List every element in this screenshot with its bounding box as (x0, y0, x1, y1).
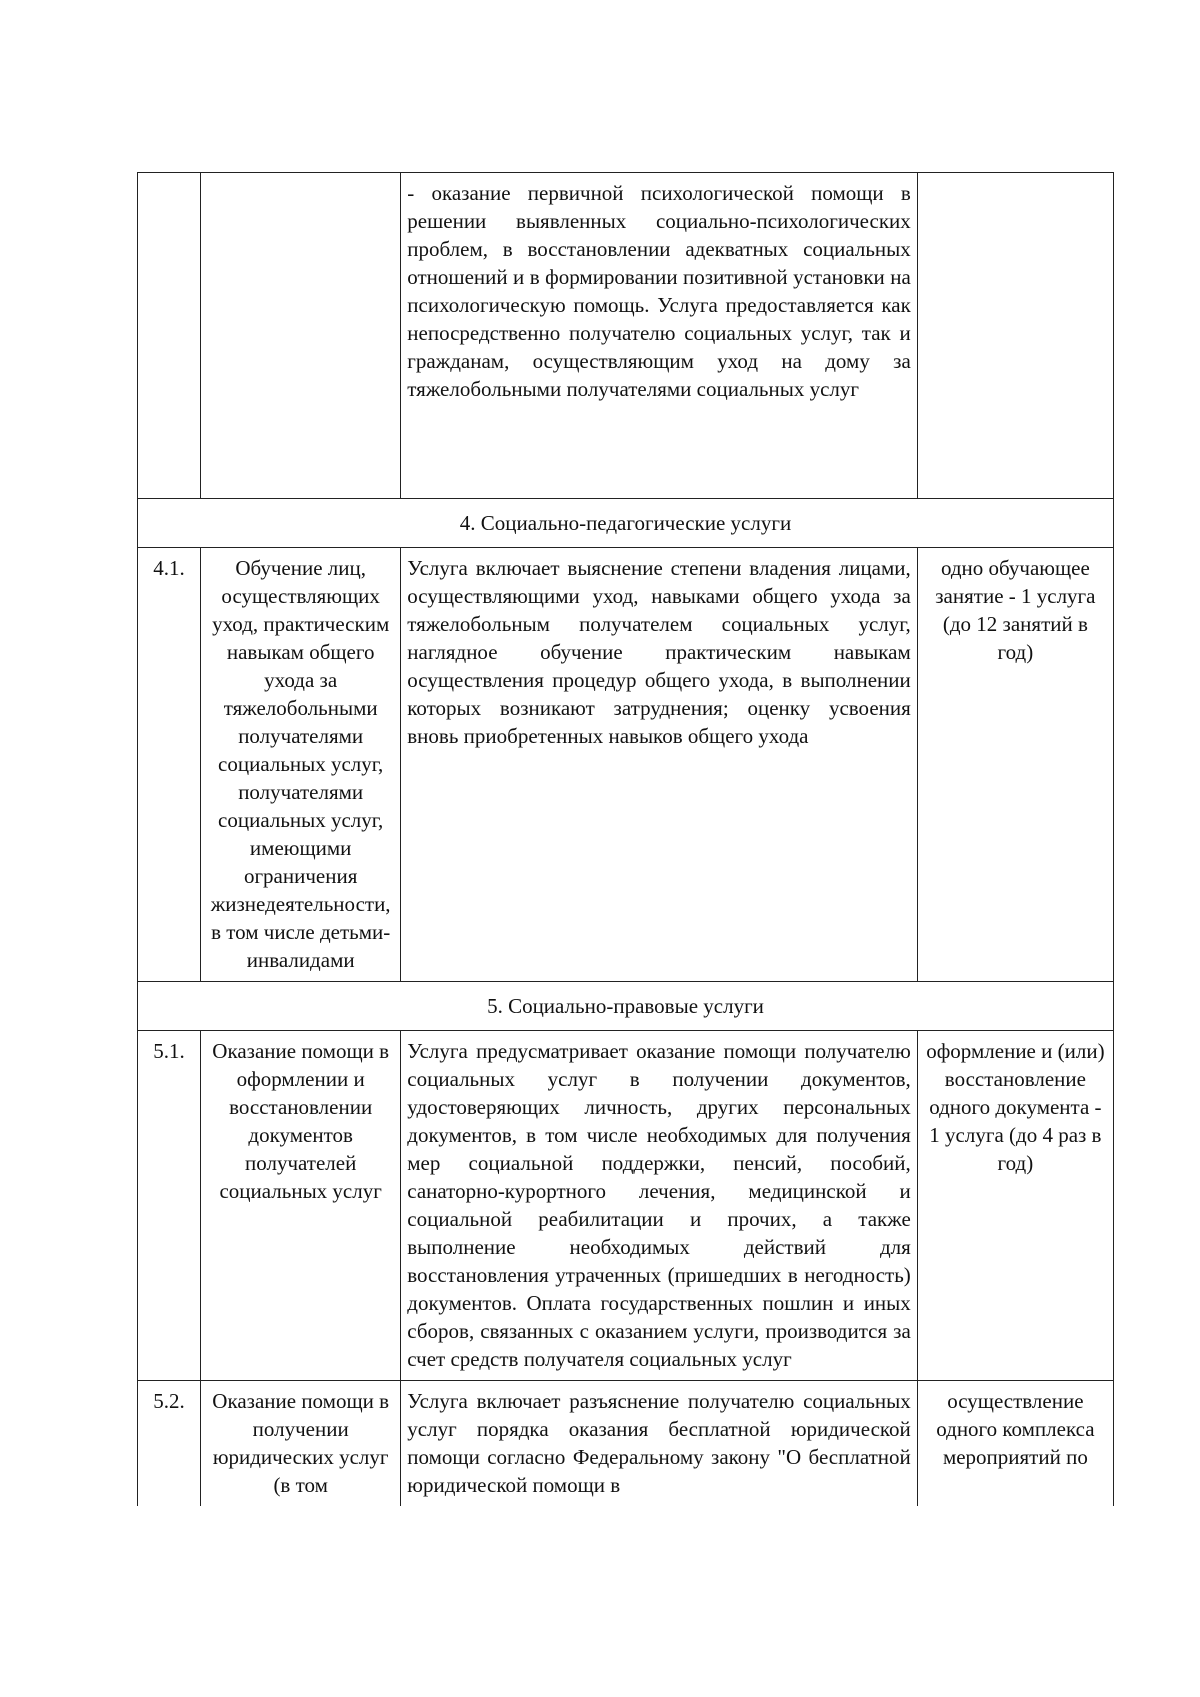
row-number-cell (138, 173, 201, 499)
service-volume-cell: осуществление одного комплекса мероприятий по (917, 1381, 1113, 1507)
table-row (138, 548, 1114, 982)
service-description-cell: - оказание первичной психологической помощи в решении выявленных социально-психологических проблем, в восстановлении адекватных социальных отношений и в формировании позитивной установки на психологическую помощь. Услуга предоставляется как непосредственно получателю социальных услуг, так и гражданам, осуществляющим уход на дому за тяжелобольными получателями социальных услуг (401, 173, 918, 499)
service-volume-cell (917, 173, 1113, 499)
section-header-row (138, 499, 1114, 548)
service-name-cell (201, 173, 401, 499)
section-header-row (138, 982, 1114, 1031)
service-volume-cell: оформление и (или) восстановление одного документа - 1 услуга (до 4 раз в год) (917, 1031, 1113, 1381)
services-table (137, 172, 1114, 1506)
service-name-cell: Оказание помощи в оформлении и восстановлении документов получателей социальных услуг (201, 1031, 401, 1381)
section-title: 5. Социально-правовые услуги (138, 982, 1114, 1031)
row-number-cell: 4.1. (138, 548, 201, 982)
section-title: 4. Социально-педагогические услуги (138, 499, 1114, 548)
row-number-cell: 5.2. (138, 1381, 201, 1507)
service-name-cell: Обучение лиц, осуществляющих уход, практическим навыкам общего ухода за тяжелобольными получателями социальных услуг, получателями социальных услуг, имеющими ограничения жизнедеятельности, в том числе детьми-инвалидами (201, 548, 401, 982)
table-row (138, 1031, 1114, 1381)
row-number-cell: 5.1. (138, 1031, 201, 1381)
service-name-cell: Оказание помощи в получении юридических услуг (в том (201, 1381, 401, 1507)
service-description-cell: Услуга включает разъяснение получателю социальных услуг порядка оказания бесплатной юридической помощи согласно Федеральному закону "О бесплатной юридической помощи в (401, 1381, 918, 1507)
service-description-cell: Услуга включает выяснение степени владения лицами, осуществляющими уход, навыками общего ухода за тяжелобольным получателем социальных услуг, наглядное обучение практическим навыкам осуществления процедур общего ухода, в выполнении которых возникают затруднения; оценку усвоения вновь приобретенных навыков общего ухода (401, 548, 918, 982)
table-row (138, 173, 1114, 499)
table-row (138, 1381, 1114, 1507)
service-volume-cell: одно обучающее занятие - 1 услуга (до 12 занятий в год) (917, 548, 1113, 982)
service-description-cell: Услуга предусматривает оказание помощи получателю социальных услуг в получении документов, удостоверяющих личность, других персональных документов, в том числе необходимых для получения мер социальной поддержки, пенсий, пособий, санаторно-курортного лечения, медицинской и социальной реабилитации и прочих, а также выполнение необходимых действий для восстановления утраченных (пришедших в негодность) документов. Оплата государственных пошлин и иных сборов, связанных с оказанием услуги, производится за счет средств получателя социальных услуг (401, 1031, 918, 1381)
